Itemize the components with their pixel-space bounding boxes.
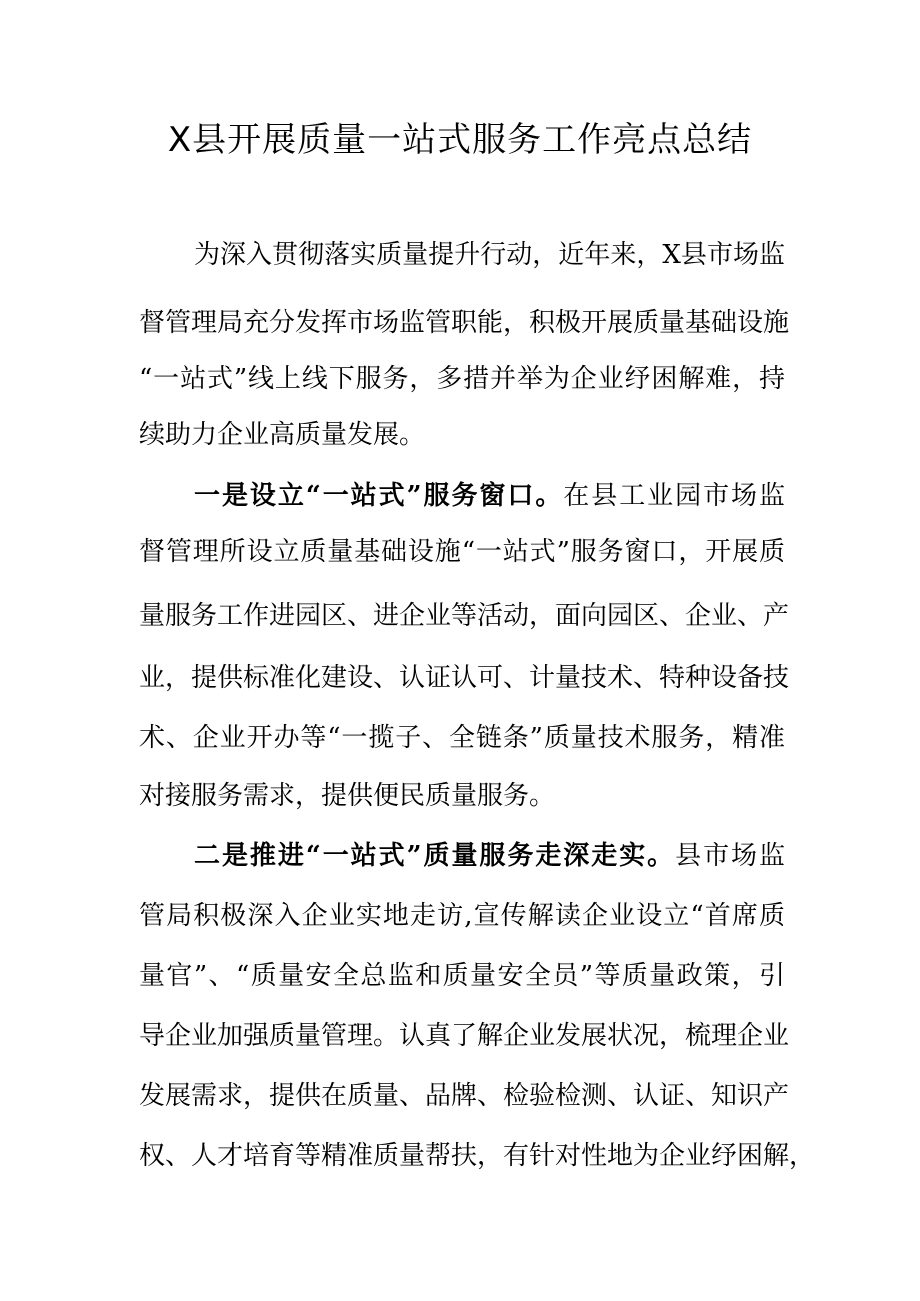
section1-line-3: 量服务工作进园区、进企业等活动，面向园区、企业、产 — [139, 601, 790, 631]
section1-heading: 一是设立“一站式”服务窗口。 — [194, 481, 564, 511]
section1-line-6: 对接服务需求，提供便民质量服务。 — [139, 781, 556, 811]
intro-line-3: “一站式”线上线下服务，多措并举为企业纾困解难，持 — [139, 364, 785, 394]
section1-first-line-text: 在县工业园市场监 — [563, 481, 785, 511]
section1-line-2: 督管理所设立质量基础设施“一站式”服务窗口，开展质 — [139, 537, 785, 567]
section2-line-3: 量官”、“质量安全总监和质量安全员”等质量政策，引 — [139, 961, 785, 991]
section2-first-line — [194, 826, 785, 886]
section2-heading: 二是推进“一站式”质量服务走深走实。 — [194, 841, 676, 871]
section1-line-4: 业，提供标准化建设、认证认可、计量技术、特种设备技 — [139, 663, 790, 693]
section2-line-6: 权、人才培育等精准质量帮扶，有针对性地为企业纾困解， — [139, 1141, 816, 1171]
section2-line-4: 导企业加强质量管理。认真了解企业发展状况，梳理企业 — [139, 1021, 790, 1051]
section2-line-2: 管局积极深入企业实地走访,宣传解读企业设立“首席质 — [139, 901, 785, 931]
intro-line-2: 督管理局充分发挥市场监管职能，积极开展质量基础设施 — [139, 308, 790, 338]
intro-line-4: 续助力企业高质量发展。 — [139, 420, 426, 450]
section1-line-5: 术、企业开办等“一揽子、全链条”质量技术服务，精准 — [139, 723, 785, 753]
section1-first-line — [194, 466, 785, 526]
section2-line-5: 发展需求，提供在质量、品牌、检验检测、认证、知识产 — [139, 1081, 790, 1111]
document-title: X县开展质量一站式服务工作亮点总结 — [167, 120, 753, 160]
section2-first-line-text: 县市场监 — [675, 841, 785, 871]
intro-line-1: 为深入贯彻落实质量提升行动，近年来，X县市场监 — [194, 240, 785, 270]
